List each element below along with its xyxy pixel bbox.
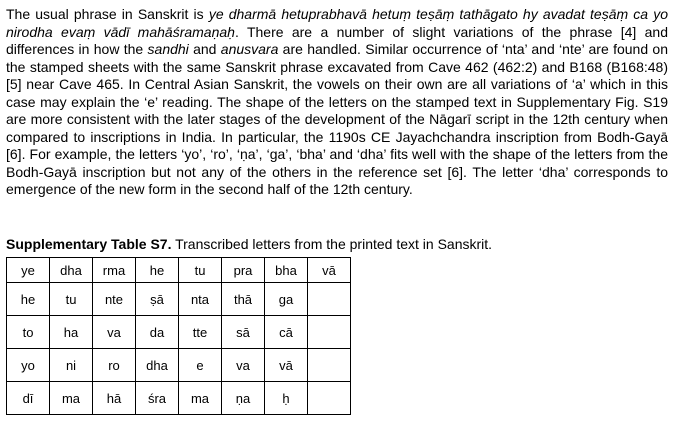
paragraph-italic-segment: sandhi xyxy=(147,41,189,57)
table-cell: to xyxy=(7,316,50,349)
table-cell xyxy=(308,349,351,382)
table-row xyxy=(7,316,351,349)
table-cell xyxy=(308,382,351,415)
table-row xyxy=(7,382,351,415)
table-cell: dha xyxy=(136,349,179,382)
table-cell: va xyxy=(93,316,136,349)
table-row xyxy=(7,349,351,382)
table-cell: ḥ xyxy=(265,382,308,415)
table-cell: cā xyxy=(265,316,308,349)
table-cell: nta xyxy=(179,283,222,316)
table-cell: va xyxy=(222,349,265,382)
table-cell: yo xyxy=(7,349,50,382)
table-cell: ṇa xyxy=(222,382,265,415)
table-cell: he xyxy=(7,283,50,316)
table-cell: ro xyxy=(93,349,136,382)
table-cell: dī xyxy=(7,382,50,415)
table-cell: tu xyxy=(50,283,93,316)
table-cell: e xyxy=(179,349,222,382)
paragraph-italic-segment: anusvara xyxy=(220,41,279,57)
table-cell: sā xyxy=(222,316,265,349)
table-cell: rma xyxy=(93,258,136,283)
table-cell: śra xyxy=(136,382,179,415)
table-cell: vā xyxy=(308,258,351,283)
table-caption xyxy=(6,236,492,253)
table-caption-text: Transcribed letters from the printed text in Sanskrit. xyxy=(171,236,493,252)
table-cell: thā xyxy=(222,283,265,316)
table-cell: bha xyxy=(265,258,308,283)
table-cell: vā xyxy=(265,349,308,382)
table-caption-label: Supplementary Table S7. xyxy=(6,236,172,252)
table-cell: he xyxy=(136,258,179,283)
paragraph-italic-segment: ye dharmā hetuprabhavā hetuṃ teṣāṃ tathāgato hy avadat teṣāṃ ca yo nirodha evaṃ vādī mahāśramaṇaḥ xyxy=(6,6,668,40)
table-cell: nte xyxy=(93,283,136,316)
paragraph-segment: and xyxy=(188,41,221,57)
table-cell: hā xyxy=(93,382,136,415)
table-cell: da xyxy=(136,316,179,349)
table-cell: ma xyxy=(179,382,222,415)
table-cell xyxy=(308,316,351,349)
table-cell: ṣā xyxy=(136,283,179,316)
paragraph-segment: are handled. Similar occurrence of ‘nta’ and ‘nte’ are found on the stamped sheets with the same Sanskrit phrase excavated from Cave 462 (462:2) and B168 (B168:48) [5] near Cave 465. In Central Asian Sanskrit, the vowels on their own are all variations of ‘a’ which in this case may explain the ‘e’ reading. The shape of the letters on the stamped text in Supplementary Fig. S19 are more consistent with the later stages of the development of the Nāgarī script in the 12th century when compared to inscriptions in India. In particular, the 1190s CE Jayachchandra inscription from Bodh-Gayā [6]. For example, the letters ‘yo’, ‘ro’, ‘ṇa’, ‘ga’, ‘bha’ and ‘dha’ fits well with the shape of the letters from the Bodh-Gayā inscription but not any of the others in the reference set [6]. The letter ‘dha’ corresponds to emergence of the new form in the second half of the 12th century. xyxy=(6,41,668,197)
table-cell: pra xyxy=(222,258,265,283)
table-cell: ye xyxy=(7,258,50,283)
table-cell: tu xyxy=(179,258,222,283)
paragraph-segment: The usual phrase in Sanskrit is xyxy=(6,6,209,22)
table-cell: tte xyxy=(179,316,222,349)
table-cell: ga xyxy=(265,283,308,316)
table-row xyxy=(7,283,351,316)
table-cell: dha xyxy=(50,258,93,283)
table-cell: ma xyxy=(50,382,93,415)
transcribed-letters-body xyxy=(7,258,351,415)
body-paragraph xyxy=(6,6,668,199)
table-cell xyxy=(308,283,351,316)
table-row xyxy=(7,258,351,283)
paragraph-segment: . There are a number of slight variations of the phrase [4] and differences in how the xyxy=(6,23,668,57)
table-cell: ha xyxy=(50,316,93,349)
table-cell: ni xyxy=(50,349,93,382)
transcribed-letters-table xyxy=(6,257,351,415)
